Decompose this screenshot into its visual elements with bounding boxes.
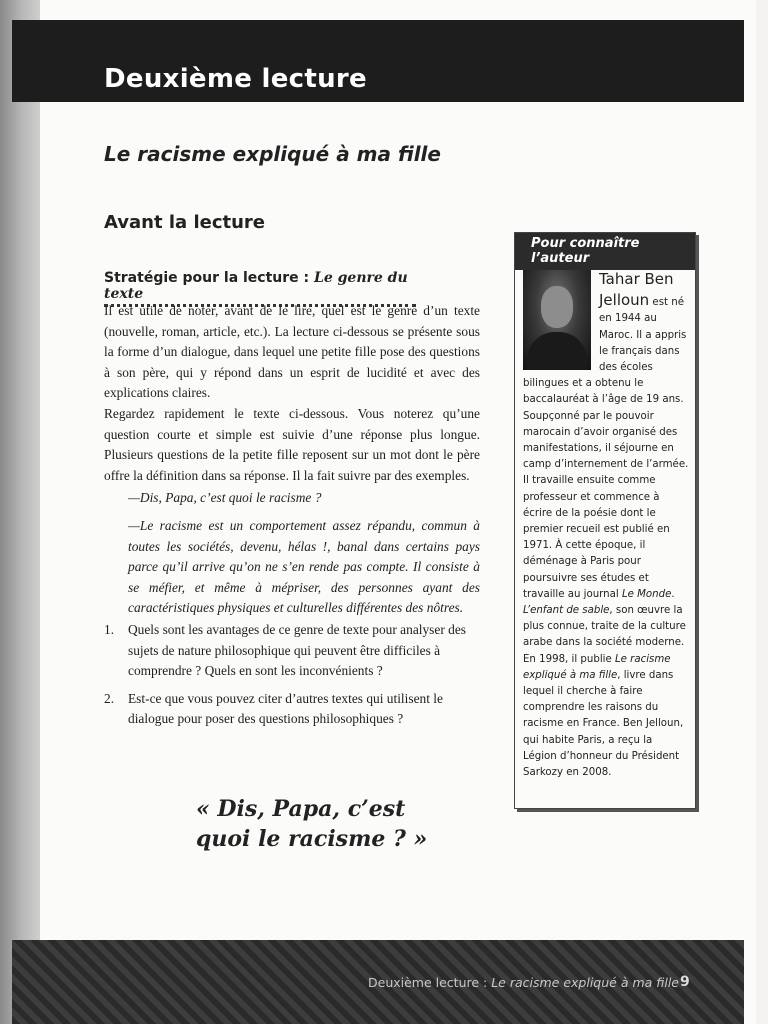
pull-quote [196,794,427,854]
question-text: Quels sont les avantages de ce genre de texte pour analyser des sujets de nature philosophique qui peuvent être difficiles à comprendre ? Quels en sont les inconvénients ? [128,622,466,678]
pull-quote-line: quoi le racisme ? » [196,826,428,852]
section-heading: Avant la lecture [104,212,265,233]
reading-title: Le racisme expliqué à ma fille [104,142,441,166]
footer-section: Deuxième lecture : [368,975,492,990]
list-item [104,689,484,730]
author-sidebar [514,232,696,809]
strategy-topic: Le genre du texte [104,270,408,302]
chapter-heading: Deuxième lecture [104,64,367,94]
pull-quote-line: « Dis, Papa, c’est [196,796,406,822]
instruction-paragraph: Regardez rapidement le texte ci-dessous. Vous noterez qu’une question courte et simple est suivie d’une réponse plus longue. Plusieurs questions de la petite fille reposent sur un mot dont le père offre la définition dans sa réponse. Il la fait suivre par des exemples. [104,406,480,483]
question-number: 1. [104,622,115,637]
dialogue-question: —Dis, Papa, c’est quoi le racisme ? [128,490,322,505]
list-item [104,620,484,682]
book-title: Le racisme expliqué à ma fille [523,653,671,681]
strategy-label: Stratégie pour la lecture : [104,270,315,286]
footer-title: Le racisme expliqué à ma fille [491,975,679,990]
journal-title: Le Monde [621,588,672,600]
author-bio: Tahar Ben Jelloun est né en 1944 au Maroc. Il a appris le français dans des écoles bilingues et a obtenu le baccalauréat à l’âge de 19 ans. Soupçonné par le pouvoir marocain d’avoir organisé des manifestations, il séjourne en camp d’internement de l’armée. Il travaille ensuite comme professeur et commence à écrire de la poésie dont le premier recueil est publié en 1971. À cette époque, il déménage à Paris pour poursuivre ses études et travaille au journal Le Monde. L’enfant de sable, son œuvre la plus connue, traite de la culture arabe dans la société moderne. En 1998, il publie Le racisme expliqué à ma fille, livre dans lequel il cherche à faire comprendre les raisons du racisme en France. Ben Jelloun, qui habite Paris, a reçu la Légion d’honneur du Président Sarkozy en 2008. [523,270,689,779]
page-number: 9 [680,974,690,990]
running-footer [368,975,679,990]
dialogue-answer: —Le racisme est un comportement assez répandu, commun à toutes les sociétés, devenu, hélas !, banal dans certains pays parce qu’il arrive qu’on ne s’en rende pas compte. Il consiste à se méfier, et même à mépriser, des personnes ayant des caractéristiques physiques et culturelles différentes des nôtres. [128,518,480,615]
novel-title: L’enfant de sable [523,605,610,617]
sidebar-title: Pour connaître l’auteur [515,233,695,270]
intro-paragraph: Il est utile de noter, avant de le lire, quel est le genre d’un texte (nouvelle, roman, article, etc.). La lecture ci-dessous se présente sous la forme d’un dialogue, dans lequel une petite fille pose des questions à son père, qui y répond dans un esprit de lucidité et avec des explications claires. [104,303,480,400]
question-text: Est-ce que vous pouvez citer d’autres textes qui utilisent le dialogue pour poser des questions philosophiques ? [128,690,443,726]
question-list [104,620,484,737]
author-name: Tahar Ben Jelloun [599,270,674,310]
question-number: 2. [104,690,115,706]
